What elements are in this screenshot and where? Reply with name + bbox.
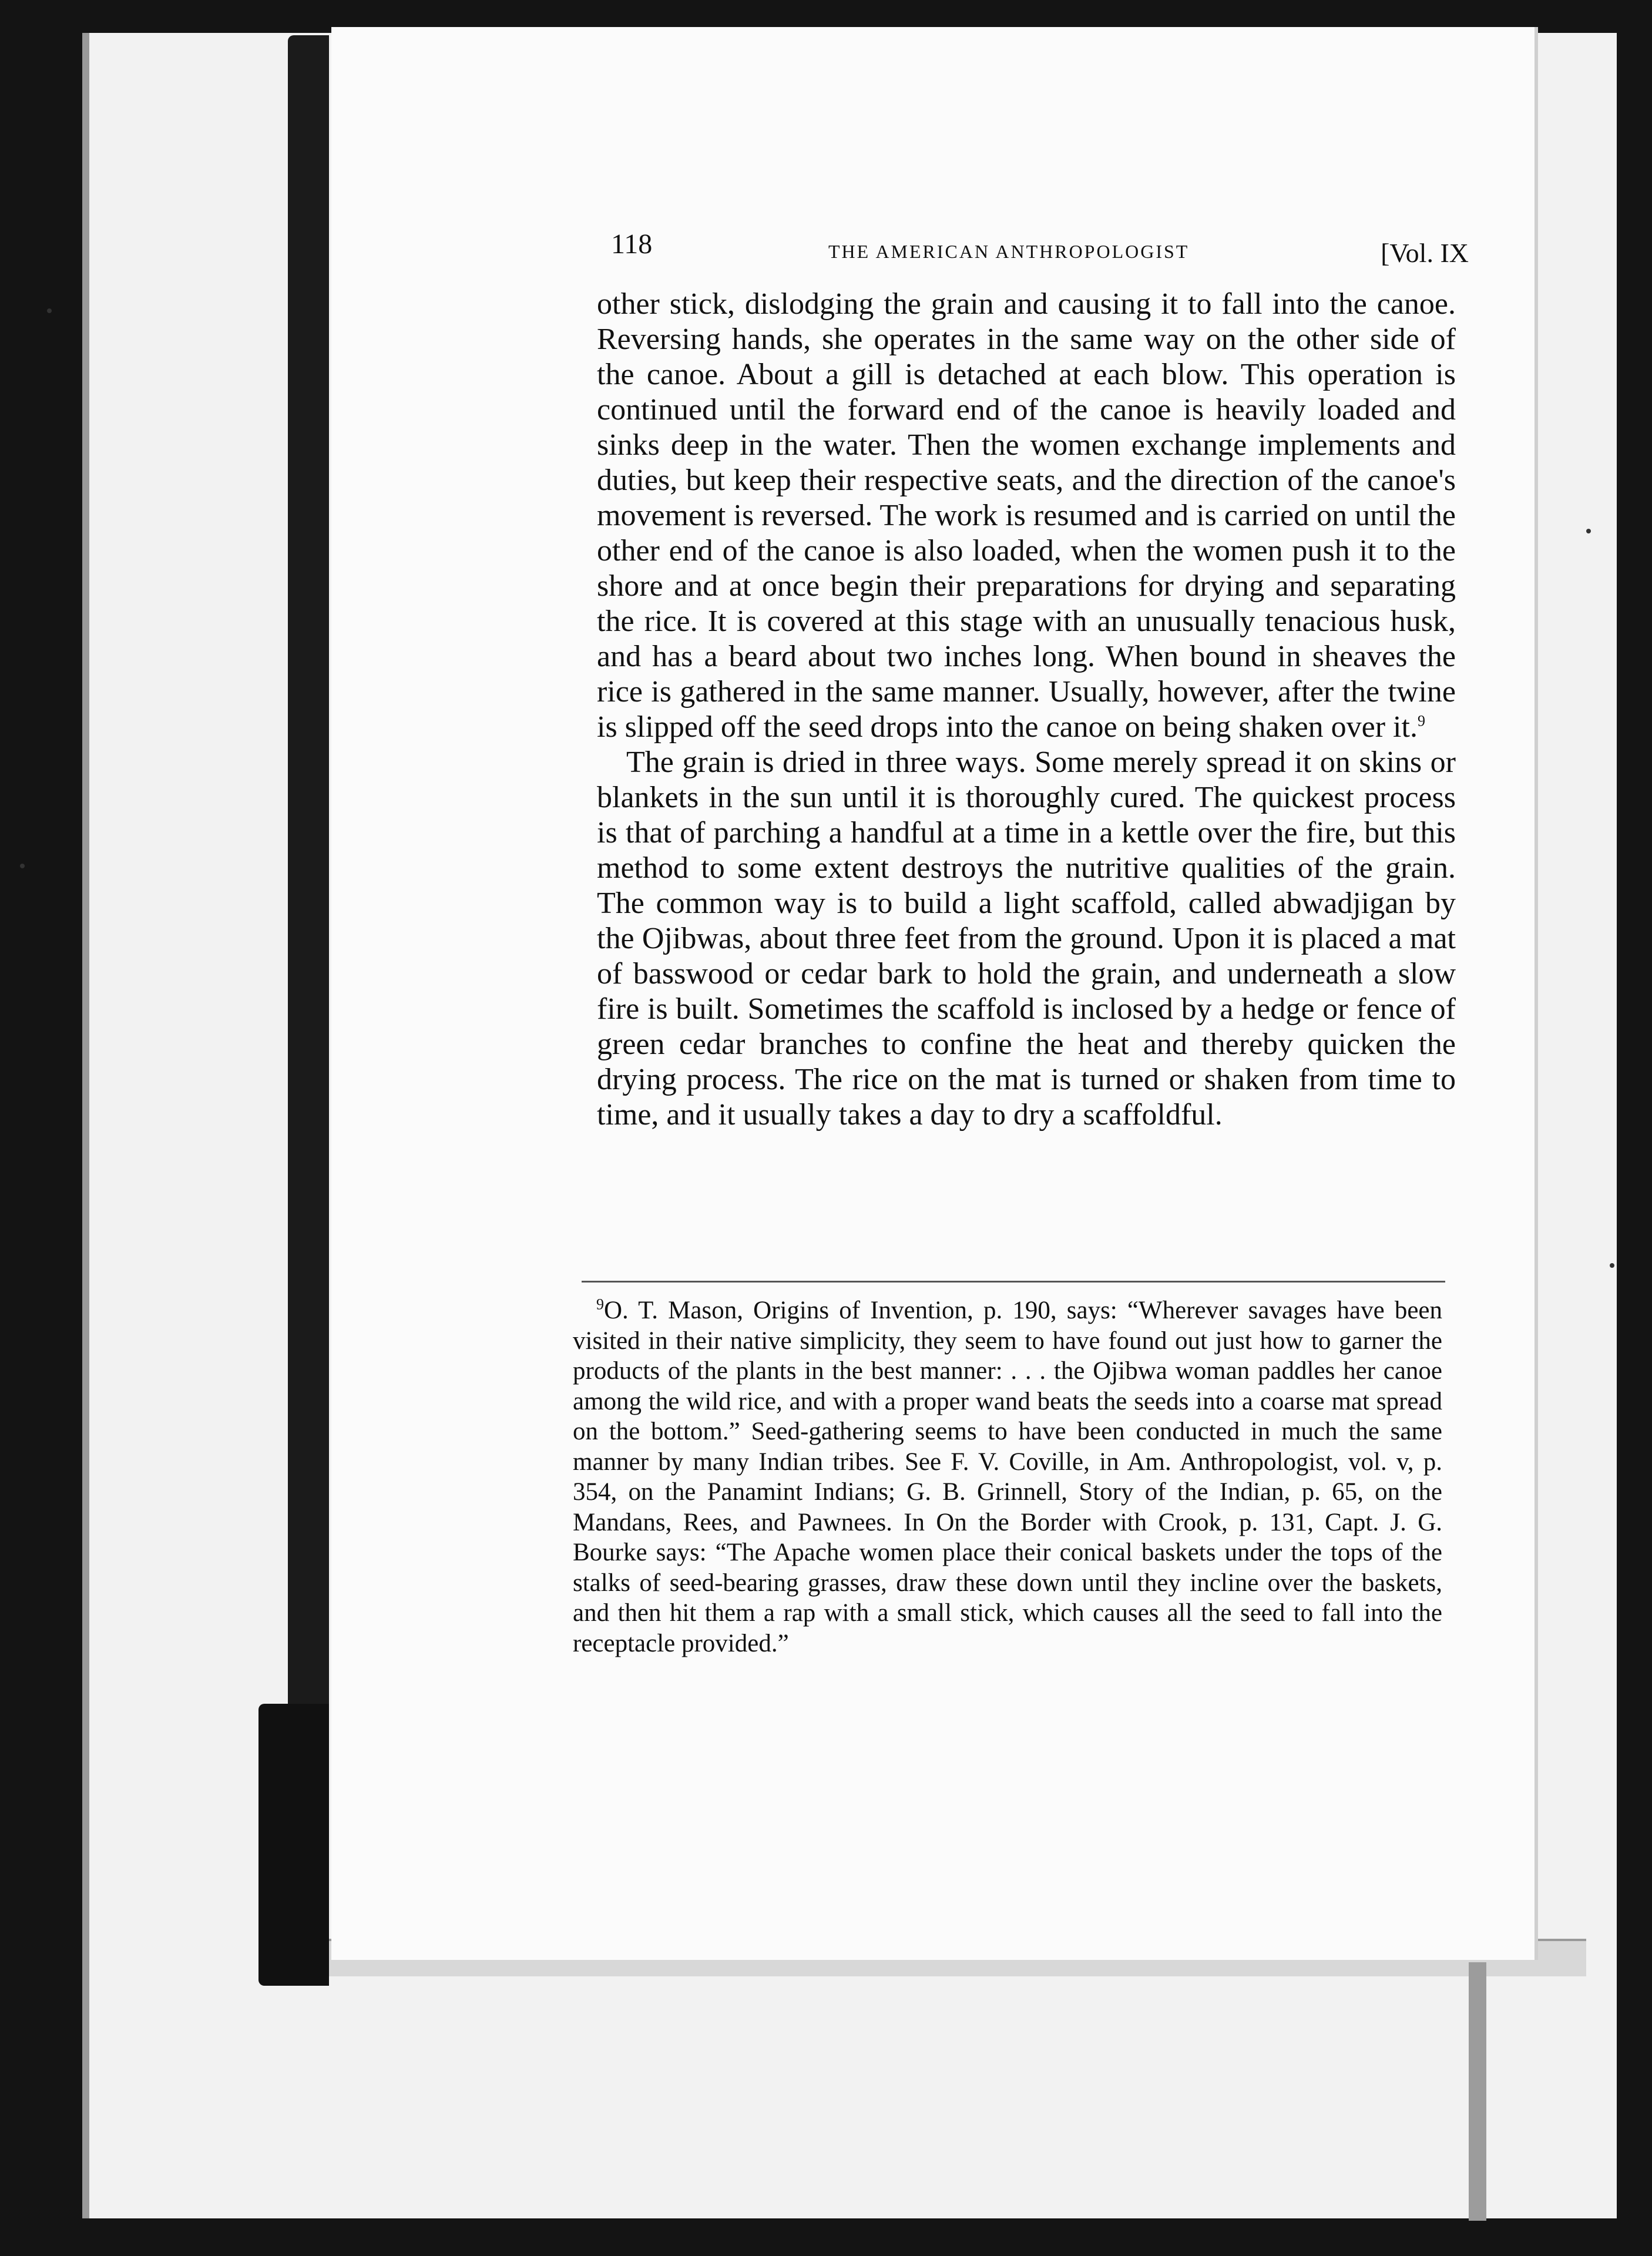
scan-speck [20,864,25,868]
paragraph-text: other stick, dislodging the grain and causing it to fall into the canoe. Reversing hands, she operates in the same way on the other side of the canoe. About a gill is detached at each blow. This operation is continued until the forward end of the canoe is heavily loaded and sinks deep in the water. Then the women exchange implements and duties, but keep their respective seats, and the direction of the canoe's movement is reversed. The work is resumed and is carried on until the other end of the canoe is also loaded, when the women push it to the shore and at once begin their preparations for drying and separating the rice. It is covered at this stage with an unusually tenacious husk, and has a beard about two inches long. When bound in sheaves the rice is gathered in the same manner. Usually, however, after the twine is slipped off the seed drops into the canoe on being shaken over it. [597,287,1456,744]
page-number: 118 [611,229,653,260]
footnote-rule [582,1281,1445,1283]
paragraph: The grain is dried in three ways. Some merely spread it on skins or blankets in the sun until it is thoroughly cured. The quickest process is that of parching a handful at a time in a kettle over the fire, but this method to some extent destroys the nutritive qualities of the grain. The common way is to build a light scaffold, called abwadjigan by the Ojibwas, about three feet from the ground. Upon it is placed a mat of basswood or cedar bark to hold the grain, and underneath a slow fire is built. Sometimes the scaffold is inclosed by a hedge or fence of green cedar branches to confine the heat and thereby quicken the drying process. The rice on the mat is turned or shaken from time to time, and it usually takes a day to dry a scaffoldful. [597,746,1456,1132]
running-head: THE AMERICAN ANTHROPOLOGIST [828,241,1190,262]
page-header [611,228,1469,269]
binding-shadow-lower [258,1704,329,1986]
scan-speck [47,308,52,313]
footnote [573,1295,1442,1659]
volume-label: [Vol. IX [1381,238,1469,268]
scan-speck [1610,1263,1614,1268]
body-text [597,287,1456,1133]
footnote-mark: 9 [596,1295,604,1313]
binding-shadow [288,35,329,1950]
footnote-text: O. T. Mason, Origins of Invention, p. 190, says: “Wherever savages have been visited in their native simplicity, they seem to have found out just how to garner the products of the plants in the best manner: . . . the Ojibwa woman paddles her canoe among the wild rice, and with a proper wand beats the seeds into a coarse mat spread on the bottom.” Seed-gathering seems to have been conducted in much the same manner by many Indian tribes. See F. V. Coville, in Am. Anthropologist, vol. v, p. 354, on the Panamint Indians; G. B. Grinnell, Story of the Indian, p. 65, on the Mandans, Rees, and Pawnees. In On the Border with Crook, p. 131, Capt. J. G. Bourke says: “The Apache women place their conical baskets under the tops of the stalks of seed-bearing grasses, draw these down until they incline over the baskets, and then hit them a rap with a small stick, which causes all the seed to fall into the receptacle provided.” [573,1297,1442,1657]
page-edge-shadow [1469,1962,1486,2221]
scan-speck [1586,529,1591,533]
footnote-reference: 9 [1417,712,1425,730]
footnote-paragraph [573,1295,1442,1659]
paragraph [597,287,1456,745]
